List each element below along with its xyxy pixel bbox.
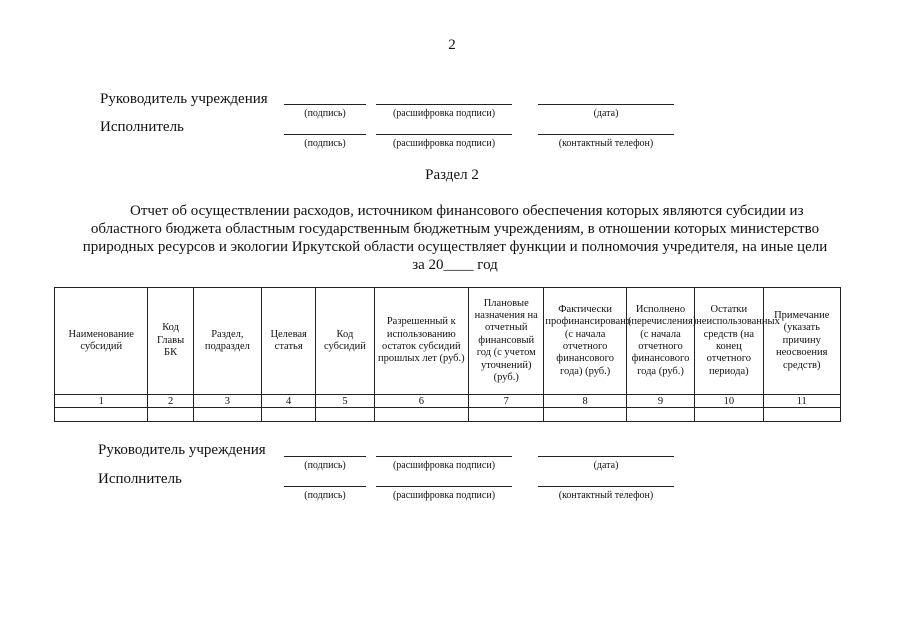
table-cell [193,408,261,422]
header-cell: Код Главы БК [148,288,193,395]
column-number: 2 [148,395,193,408]
column-number: 11 [763,395,840,408]
name-caption: (расшифровка подписи) [392,460,496,471]
header-cell: Остатки неиспользованных средств (на конец отчетного периода) [695,288,763,395]
report-title-line-3: природных ресурсов и экологии Иркутской области осуществляет функции и полномочия учредителя, на иные цели [82,239,828,255]
header-cell: Исполнено (перечисления) (с начала отчетного финансового года (руб.) [626,288,694,395]
report-year: за 20____ год [412,257,498,273]
signature-caption: (подпись) [304,460,346,471]
column-number: 8 [544,395,626,408]
table-cell [148,408,193,422]
table-cell [469,408,544,422]
report-title-line-1: Отчет об осуществлении расходов, источником финансового обеспечения которых являются субсидии из [130,203,804,219]
report-title-line-2: областного бюджета областным государственным бюджетным учреждениям, в отношении которых министерство [90,221,820,237]
table-cell [316,408,374,422]
phone-caption: (контактный телефон) [558,138,654,149]
signature-caption: (подпись) [304,138,346,149]
name-line [376,456,512,457]
table-cell [626,408,694,422]
table-cell [55,408,148,422]
signature-line [284,104,366,105]
table-header-row [55,288,841,395]
column-number: 6 [374,395,468,408]
column-number-row [55,395,841,408]
executor-label: Исполнитель [100,119,184,135]
header-cell: Наименование субсидий [55,288,148,395]
name-caption: (расшифровка подписи) [392,138,496,149]
executor-label: Исполнитель [98,471,182,487]
column-number: 7 [469,395,544,408]
name-caption: (расшифровка подписи) [392,108,496,119]
head-label: Руководитель учреждения [98,442,266,458]
column-number: 9 [626,395,694,408]
date-caption: (дата) [593,460,619,471]
phone-line [538,134,674,135]
signature-caption: (подпись) [304,490,346,501]
date-line [538,104,674,105]
table-row [55,408,841,422]
header-cell: Разрешенный к использованию остаток субсидий прошлых лет (руб.) [374,288,468,395]
column-number: 10 [695,395,763,408]
column-number: 3 [193,395,261,408]
date-caption: (дата) [593,108,619,119]
header-cell: Код субсидий [316,288,374,395]
column-number: 4 [262,395,316,408]
signature-caption: (подпись) [304,108,346,119]
header-cell: Примечание (указать причину неосвоения средств) [763,288,840,395]
page-number: 2 [448,37,456,53]
header-cell: Раздел, подраздел [193,288,261,395]
signature-line [284,486,366,487]
signature-line [284,456,366,457]
table-cell [763,408,840,422]
head-label: Руководитель учреждения [100,91,268,107]
name-line [376,104,512,105]
table-cell [544,408,626,422]
column-number: 1 [55,395,148,408]
header-cell: Плановые назначения на отчетный финансовый год (с учетом уточнений) (руб.) [469,288,544,395]
phone-caption: (контактный телефон) [558,490,654,501]
header-cell: Целевая статья [262,288,316,395]
signature-line [284,134,366,135]
table-cell [374,408,468,422]
report-table [54,287,841,422]
report-title [60,202,850,274]
table-cell [262,408,316,422]
phone-line [538,486,674,487]
section-title: Раздел 2 [425,167,479,183]
name-caption: (расшифровка подписи) [392,490,496,501]
column-number: 5 [316,395,374,408]
name-line [376,134,512,135]
header-cell: Фактически профинансировано (с начала отчетного финансового года) (руб.) [544,288,626,395]
name-line [376,486,512,487]
date-line [538,456,674,457]
table-cell [695,408,763,422]
